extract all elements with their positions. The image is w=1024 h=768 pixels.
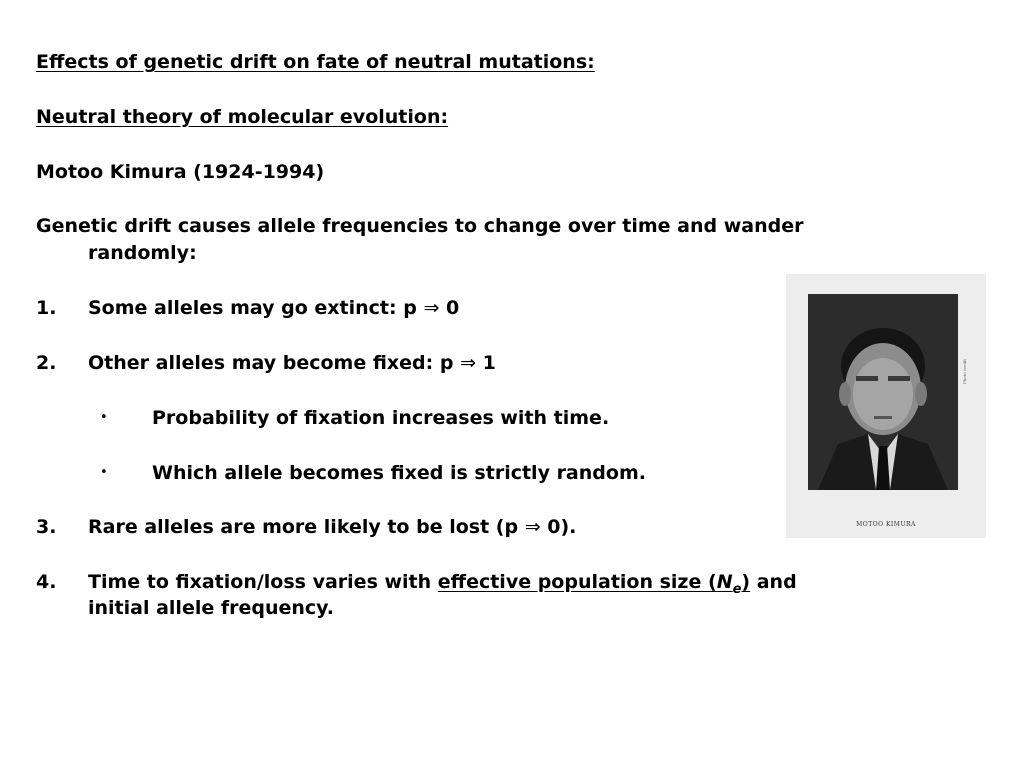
intro-text-line1: Genetic drift causes allele frequencies to change over time and wander bbox=[36, 215, 804, 237]
effective-population-size-term: effective population size $(N_e)$ bbox=[437, 571, 751, 597]
implies-arrow-icon: ⇒ bbox=[423, 297, 440, 319]
list-text-body: Some alleles may go extinct: p bbox=[88, 297, 417, 319]
list-text bbox=[88, 514, 576, 540]
photo-credit: Photo credit bbox=[962, 359, 967, 384]
implies-arrow-icon: ⇒ bbox=[524, 516, 541, 538]
intro-text-line2: randomly: bbox=[88, 242, 197, 264]
list-number: 4. bbox=[36, 571, 57, 593]
list-text-body: Rare alleles are more likely to be lost (p bbox=[88, 516, 519, 538]
list-text-tail: 0 bbox=[446, 297, 460, 319]
list-text-tail: 0). bbox=[547, 516, 577, 538]
ne-symbol: N bbox=[716, 571, 733, 593]
photo-caption: MOTOO KIMURA bbox=[856, 521, 916, 528]
list-text-tail: 1 bbox=[482, 352, 496, 374]
list-text bbox=[88, 295, 459, 321]
portrait-figure-icon bbox=[808, 294, 958, 490]
portrait-image bbox=[808, 294, 958, 490]
bullet-icon: • bbox=[100, 410, 108, 425]
sub-list-text: Which allele becomes fixed is strictly random. bbox=[152, 462, 646, 484]
list-number: 3. bbox=[36, 516, 57, 538]
list-number: 1. bbox=[36, 297, 57, 319]
list-text-body: Time to fixation/loss varies with bbox=[88, 571, 432, 593]
heading-genetic-drift-effects: Effects of genetic drift on fate of neutral mutations: bbox=[36, 51, 595, 73]
ne-subscript: e bbox=[732, 581, 742, 597]
heading-neutral-theory: Neutral theory of molecular evolution: bbox=[36, 106, 449, 128]
kimura-portrait-photo bbox=[786, 274, 986, 538]
list-text-post: and bbox=[756, 571, 797, 593]
author-line: Motoo Kimura (1924-1994) bbox=[36, 161, 325, 183]
sub-list-text: Probability of fixation increases with time. bbox=[152, 407, 610, 429]
implies-arrow-icon: ⇒ bbox=[460, 352, 477, 374]
list-number: 2. bbox=[36, 352, 57, 374]
list-text bbox=[88, 350, 496, 376]
bullet-icon: • bbox=[100, 465, 108, 480]
list-text-line2: initial allele frequency. bbox=[88, 597, 335, 619]
list-text-body: Other alleles may become fixed: p bbox=[88, 352, 454, 374]
